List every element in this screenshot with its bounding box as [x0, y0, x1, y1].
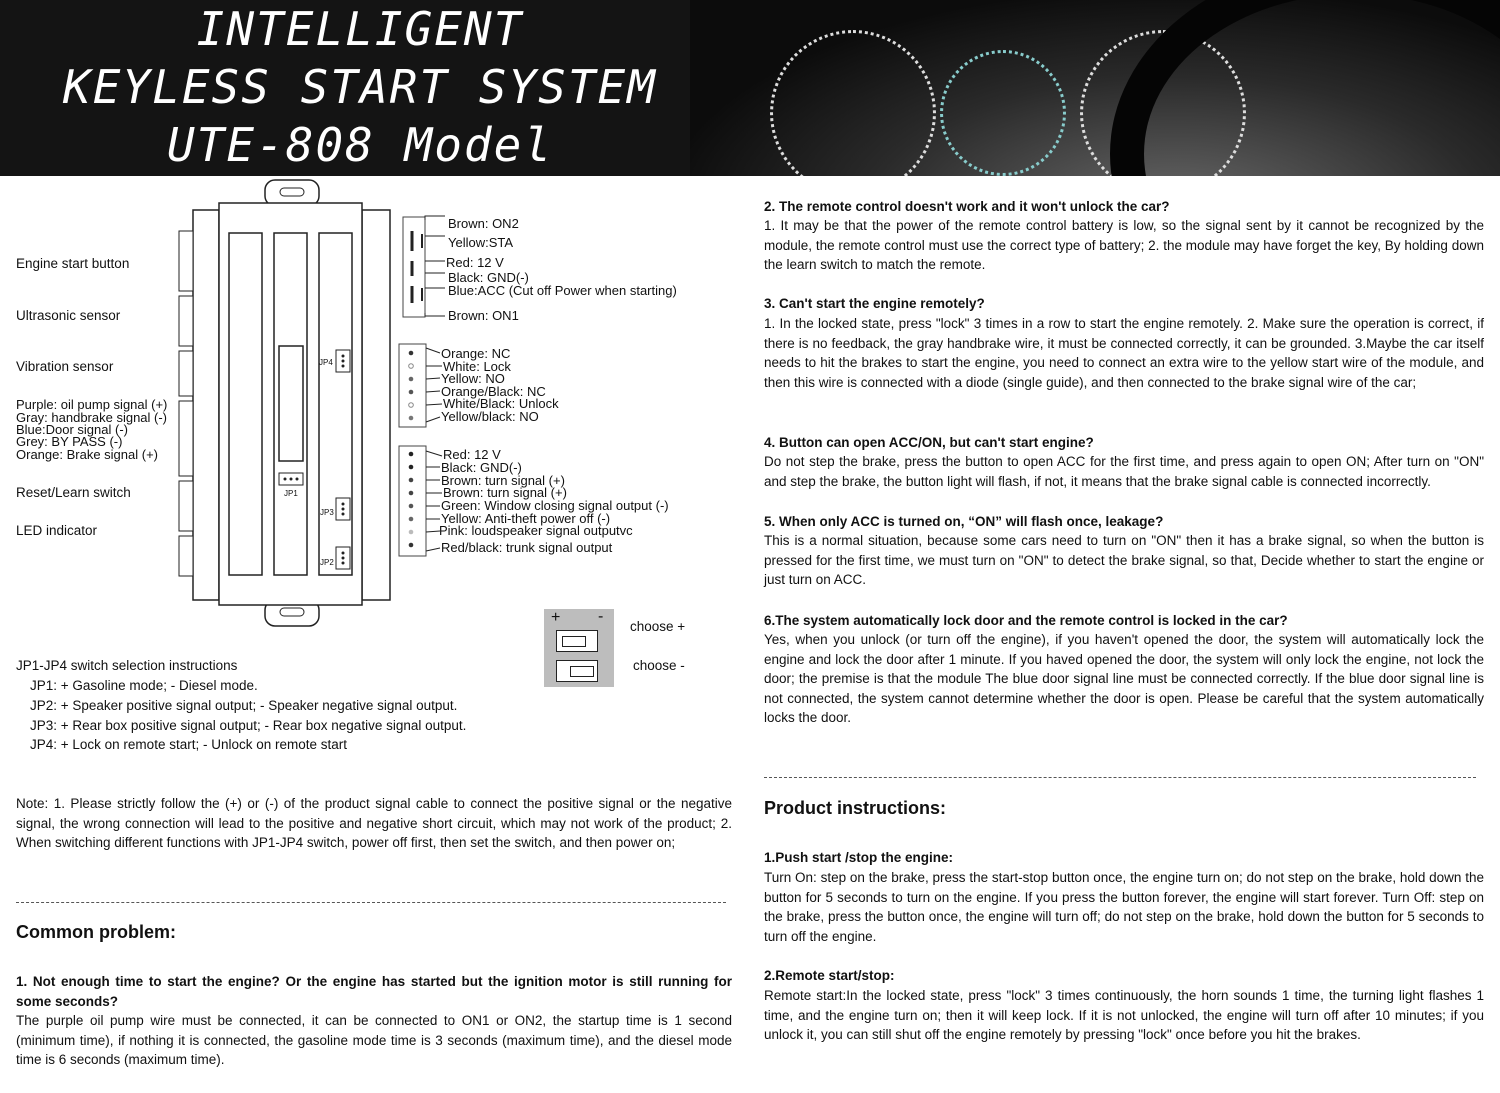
label-red-black-trunk: Red/black: trunk signal output [441, 540, 613, 555]
header-banner [0, 0, 1500, 176]
q4-title: 4. Button can open ACC/ON, but can't start engine? [764, 435, 1094, 450]
label-yellow-no: Yellow: NO [441, 371, 505, 386]
label-white-black-unlock: White/Black: Unlock [443, 396, 559, 411]
p1-title: 1.Push start /stop the engine: [764, 850, 954, 865]
minus-sign: - [598, 608, 604, 625]
label-pink-speaker: Pink: loudspeaker signal outputvc [439, 523, 633, 538]
label-white-lock: White: Lock [443, 359, 511, 374]
q3-title: 3. Can't start the engine remotely? [764, 296, 985, 311]
q5-body: This is a normal situation, because some cars need to turn on "ON" then it has a brake signal, so when the button is pressed for the first time, we must turn on "ON" to detect the brake signal, so that, Decide whether to start the engine or just turn on ACC. [764, 533, 1484, 588]
label-jp4: JP4 [319, 358, 333, 367]
label-vibration-sensor: Vibration sensor [16, 359, 114, 374]
q6-title: 6.The system automatically lock door and the remote control is locked in the car? [764, 613, 1288, 628]
label-red-12v: Red: 12 V [446, 255, 504, 270]
label-black-gnd: Black: GND(-) [448, 270, 529, 285]
jp4-instruction: JP4: + Lock on remote start; - Unlock on remote start [30, 737, 348, 752]
label-jp3: JP3 [320, 508, 334, 517]
switch-plus-position [556, 630, 598, 652]
jp-instructions-title: JP1-JP4 switch selection instructions [16, 658, 238, 673]
label-blue-wire: Blue:Door signal (-) [16, 422, 128, 437]
p1-body: Turn On: step on the brake, press the start-stop button once, the engine turn on; do not step on the brake, hold down the button for 5 seconds to turn on the engine. If you press the button forever, the engine will start forever. Turn Off: step on the brake, press the button once, the engine will turn off; do not step on the brake, hold down the button for 5 seconds to turn off the engine. [764, 870, 1484, 944]
wiring-diagram [0, 176, 740, 646]
dashboard-photo [690, 0, 1500, 176]
banner-title [0, 0, 720, 176]
plus-sign: + [551, 609, 561, 626]
q2-title: 2. The remote control doesn't work and it won't unlock the car? [764, 199, 1170, 214]
label-orange-wire: Orange: Brake signal (+) [16, 447, 158, 462]
label-yellow-sta: Yellow:STA [448, 235, 514, 250]
title-line-3: UTE-808 Model [166, 118, 554, 172]
label-brown-turn-2: Brown: turn signal (+) [443, 485, 567, 500]
q4-body: Do not step the brake, press the button to open ACC for the first time, and press again to open ON; After turn on "ON" and step the brake, the button light will flash, if not, it means that the brake signal cable is connected incorrectly. [764, 454, 1484, 489]
divider-right [764, 777, 1476, 778]
jp2-instruction: JP2: + Speaker positive signal output; - Speaker negative signal output. [30, 698, 458, 713]
q3-body: 1. In the locked state, press "lock" 3 times in a row to start the engine remotely. 2. Make sure the operation is correct, if there is no feedback, the gray handbrake wire, it must be connected correctly, it can be grounded. 3.Maybe the car itself needs to hit the brakes to start the engine, you need to connect an extra wire to the yellow start wire of the module, and then this wire is connected with a diode (single guide), and then connected to the brake signal wire of the car; [764, 316, 1484, 390]
label-reset-learn-switch: Reset/Learn switch [16, 485, 131, 500]
label-jp2: JP2 [320, 558, 334, 567]
p2-body: Remote start:In the locked state, press "lock" 3 times continuously, the horn sounds 1 time, the turning light flashes 1 time, and the engine turn on; then it will keep lock. If it is not unlocked, the engine will turn off after 10 minutes; if you unlock it, you can still shut off the engine remotely by pressing "lock" once before you hit the brakes. [764, 988, 1484, 1043]
label-orange-nc: Orange: NC [441, 346, 511, 361]
label-black-gnd-b: Black: GND(-) [441, 460, 522, 475]
q1-title: 1. Not enough time to start the engine? Or the engine has started but the ignition motor is still running for some seconds? [16, 974, 732, 1009]
steering-wheel [1110, 0, 1500, 176]
label-yellow-antitheft: Yellow: Anti-theft power off (-) [441, 511, 611, 526]
jp1-instruction: JP1: + Gasoline mode; - Diesel mode. [30, 678, 258, 693]
label-blue-acc: Blue:ACC (Cut off Power when starting) [448, 283, 677, 298]
label-grey-wire: Grey: BY PASS (-) [16, 434, 123, 449]
q5-title: 5. When only ACC is turned on, “ON” will flash once, leakage? [764, 514, 1164, 529]
title-line-1: INTELLIGENT [196, 2, 524, 56]
title-line-2: KEYLESS START SYSTEM [63, 60, 657, 114]
q6-body: Yes, when you unlock (or turn off the engine), if you haven't opened the door, the system will automatically lock the engine and lock the door after 1 minute. If you haved opened the door, the system will only lock the engine, not lock the door; the premise is that the module The blue door signal line must be connected correctly. If the blue door signal line is not connected, the system cannot determine whether the door is open. Please be careful that the system automatically locks the door. [764, 632, 1484, 726]
jp3-instruction: JP3: + Rear box positive signal output; - Rear box negative signal output. [30, 718, 467, 733]
label-led-indicator: LED indicator [16, 523, 98, 538]
label-green-window: Green: Window closing signal output (-) [441, 498, 669, 513]
label-brown-on2: Brown: ON2 [448, 216, 519, 231]
label-orange-black-nc: Orange/Black: NC [441, 384, 546, 399]
product-instructions-heading: Product instructions: [764, 798, 947, 818]
choose-plus-label: choose + [630, 619, 686, 634]
q2-body: 1. It may be that the power of the remote control battery is low, so the signal sent by it cannot be recognized by the module, the remote control must use the correct type of battery; 2. the module may have forget the key, By holding down the learn switch to match the remote. [764, 218, 1484, 273]
label-jp1: JP1 [284, 489, 298, 498]
label-ultrasonic-sensor: Ultrasonic sensor [16, 308, 121, 323]
note-paragraph: Note: 1. Please strictly follow the (+) or (-) of the product signal cable to connect the positive signal or the negative signal, the wrong connection will lead to the positive and negative short circuit, which may not work of the product; 2. When switching different functions with JP1-JP4 switch, power off first, then set the switch, and then power on; [16, 796, 732, 851]
divider-left [16, 902, 726, 903]
switch-minus-position [556, 660, 598, 682]
label-purple-wire: Purple: oil pump signal (+) [16, 397, 168, 412]
p2-title: 2.Remote start/stop: [764, 968, 895, 983]
label-red-12v-b: Red: 12 V [443, 447, 501, 462]
center-display [940, 50, 1066, 176]
q1-body: The purple oil pump wire must be connected, it can be connected to ON1 or ON2, the startup time is 1 second (minimum time), if nothing it is connected, the gasoline mode time is 3 seconds (maximum time), and the diesel mode time is 6 seconds (maximum time). [16, 1013, 732, 1068]
common-problem-heading: Common problem: [16, 922, 176, 942]
label-brown-on1: Brown: ON1 [448, 308, 519, 323]
choose-minus-label: choose - [633, 658, 685, 673]
label-gray-wire: Gray: handbrake signal (-) [16, 410, 168, 425]
label-yellow-black-no: Yellow/black: NO [441, 409, 539, 424]
speedometer-gauge [770, 30, 936, 176]
jumper-switch-icon [544, 609, 614, 687]
label-brown-turn-1: Brown: turn signal (+) [441, 473, 565, 488]
label-engine-start-button: Engine start button [16, 256, 130, 271]
